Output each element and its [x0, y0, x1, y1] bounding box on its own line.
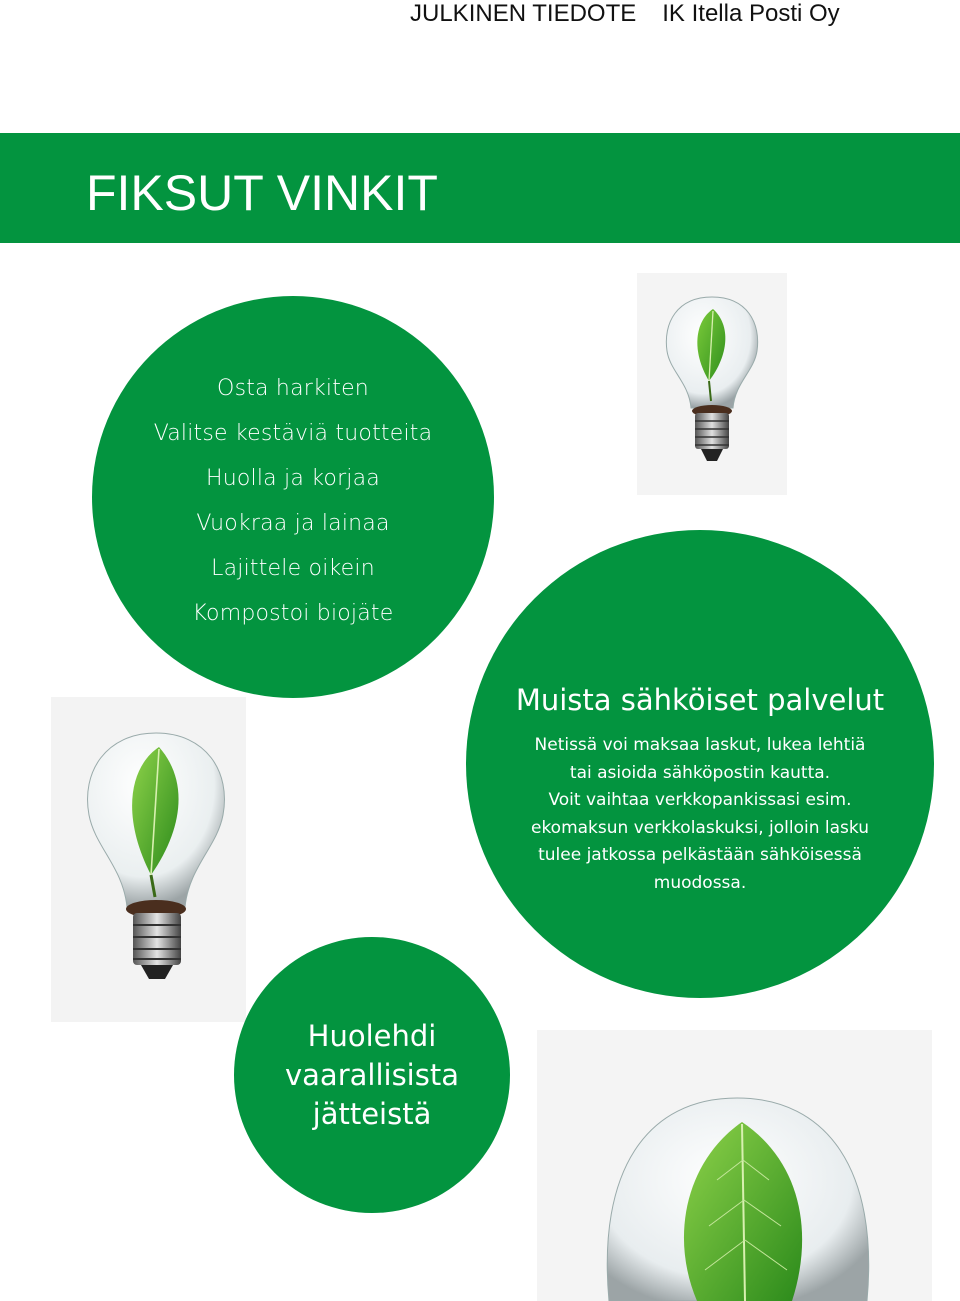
electronic-services-body [496, 732, 904, 897]
electronic-services-circle [466, 530, 934, 998]
list-item: Huolla ja korjaa [206, 466, 380, 491]
body-line: muodossa. [653, 872, 747, 893]
header-company: IK Itella Posti Oy [662, 0, 840, 27]
body-line: Netissä voi maksaa laskut, lukea lehtiä [534, 735, 866, 755]
hazardous-waste-text [234, 1017, 510, 1134]
list-item: Kompostoi biojäte [192, 601, 394, 626]
lightbulb-leaf-image-bottom [537, 1030, 932, 1301]
lightbulb-leaf-image-top [637, 273, 787, 495]
electronic-services-title: Muista sähköiset palvelut [515, 683, 885, 717]
body-line: Voit vaihtaa verkkopankissasi esim. [548, 790, 852, 810]
hazard-line: vaarallisista [285, 1058, 459, 1092]
list-item: Vuokraa ja lainaa [196, 511, 390, 536]
document-header [410, 0, 840, 30]
lightbulb-leaf-icon [51, 697, 246, 1022]
body-line: ekomaksun verkkolaskuksi, jolloin lasku [530, 817, 870, 838]
page-title: FIKSUT VINKIT [86, 165, 438, 221]
lightbulb-leaf-image-left [51, 697, 246, 1022]
hazard-line: Huolehdi [307, 1019, 437, 1053]
tips-circle [92, 296, 494, 698]
lightbulb-leaf-icon [537, 1030, 932, 1301]
list-item: Lajittele oikein [211, 556, 375, 581]
tips-list [92, 366, 494, 636]
lightbulb-leaf-icon [637, 273, 787, 495]
body-line: tai asioida sähköpostin kautta. [569, 762, 831, 783]
body-line: tulee jatkossa pelkästään sähköisessä [538, 845, 862, 865]
header-document-type: JULKINEN TIEDOTE [410, 0, 637, 27]
list-item: Osta harkiten [217, 376, 369, 401]
hazard-line: jätteistä [312, 1097, 432, 1131]
hazardous-waste-circle [234, 937, 510, 1213]
list-item: Valitse kestäviä tuotteita [153, 421, 433, 446]
